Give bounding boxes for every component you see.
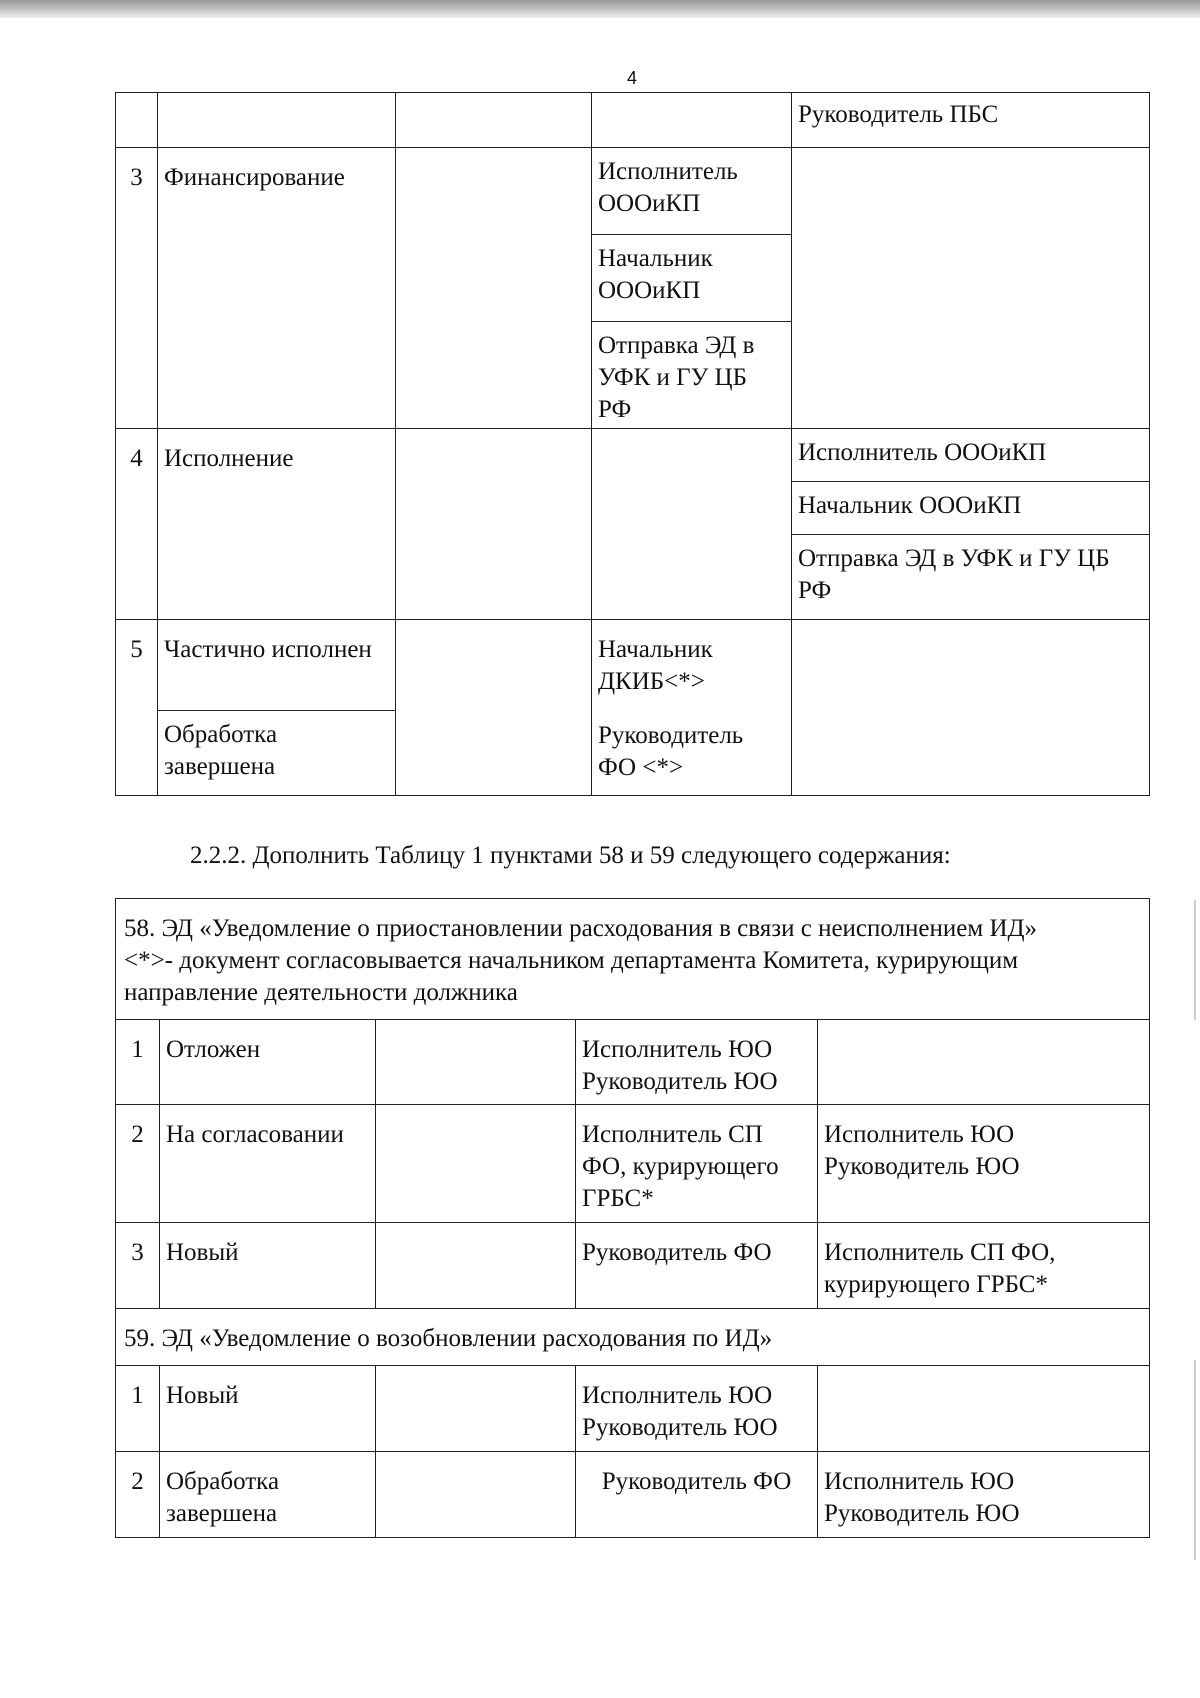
section-58-title: 58. ЭД «Уведомление о приостановлении расходования в связи с неисполнением ИД»	[124, 915, 1038, 942]
row-number: 4	[116, 429, 158, 620]
status-cell: Финансирование	[158, 148, 396, 429]
cell-entry: Обработка завершена	[158, 710, 395, 795]
page-number: 4	[626, 68, 637, 88]
section-header-row	[116, 1309, 1150, 1366]
table-cell	[376, 1020, 576, 1105]
scan-shadow	[0, 0, 1200, 18]
table-cell	[376, 1223, 576, 1309]
cell-entry: Начальник ОООиКП	[792, 481, 1149, 534]
table-addition	[115, 898, 1150, 1538]
table-cell: Исполнитель ЮО Руководитель ЮО	[576, 1020, 818, 1105]
section-header-row	[116, 899, 1150, 1020]
status-cell: На согласовании	[160, 1105, 376, 1223]
row-number: 1	[116, 1366, 160, 1452]
row-number: 5	[116, 620, 158, 796]
table-cell	[792, 429, 1150, 620]
table-cell	[592, 429, 792, 620]
table-cell: Руководитель ФО	[576, 1452, 818, 1538]
scan-edge-mark	[1194, 900, 1196, 1020]
section-58-header	[116, 899, 1150, 1020]
status-cell	[158, 620, 396, 796]
table-continuation	[115, 92, 1150, 796]
table-cell	[818, 1020, 1150, 1105]
table-row	[116, 1223, 1150, 1309]
status-cell: Новый	[160, 1223, 376, 1309]
row-number: 1	[116, 1020, 160, 1105]
table-cell	[818, 1366, 1150, 1452]
table-cell	[592, 148, 792, 429]
status-cell: Обработка завершена	[160, 1452, 376, 1538]
table-cell	[396, 93, 592, 148]
table-row	[116, 1452, 1150, 1538]
table-cell	[158, 93, 396, 148]
table-cell: Руководитель ПБС	[792, 93, 1150, 148]
table-cell	[376, 1452, 576, 1538]
cell-entry: Руководитель ФО <*>	[598, 722, 744, 781]
cell-entry: Отправка ЭД в УФК и ГУ ЦБ РФ	[792, 534, 1149, 619]
amendment-paragraph: 2.2.2. Дополнить Таблицу 1 пунктами 58 и 59 следующего содержания:	[190, 842, 951, 869]
table-row	[116, 1020, 1150, 1105]
section-58-note: <*>- документ согласовывается начальником департамента Комитета, курирующим направление деятельности должника	[124, 947, 1019, 1006]
cell-entry: Начальник ОООиКП	[592, 234, 791, 321]
table-cell	[592, 93, 792, 148]
status-cell: Исполнение	[158, 429, 396, 620]
table-row	[116, 1105, 1150, 1223]
table-cell: Руководитель ФО	[576, 1223, 818, 1309]
table-cell	[376, 1105, 576, 1223]
cell-entry: Исполнитель ОООиКП	[798, 439, 1047, 466]
cell-entry: Частично исполнен	[164, 636, 372, 663]
row-number: 2	[116, 1452, 160, 1538]
table-row	[116, 429, 1150, 620]
table-row	[116, 1366, 1150, 1452]
table-cell	[592, 620, 792, 796]
table-cell: Исполнитель ЮО Руководитель ЮО	[818, 1105, 1150, 1223]
section-59-title: 59. ЭД «Уведомление о возобновлении расходования по ИД»	[116, 1309, 1150, 1366]
table-cell: Исполнитель ЮО Руководитель ЮО	[576, 1366, 818, 1452]
row-number: 3	[116, 148, 158, 429]
table-cell	[396, 429, 592, 620]
table-cell	[396, 148, 592, 429]
table-cell: Исполнитель ЮО Руководитель ЮО	[818, 1452, 1150, 1538]
cell-entry: Исполнитель ОООиКП	[598, 158, 738, 217]
cell-entry: Начальник ДКИБ<*>	[598, 636, 713, 695]
row-number: 2	[116, 1105, 160, 1223]
table-cell	[792, 148, 1150, 429]
scan-edge-mark	[1194, 1360, 1196, 1560]
table-row	[116, 620, 1150, 796]
table-cell: Исполнитель СП ФО, курирующего ГРБС*	[576, 1105, 818, 1223]
table-cell: Исполнитель СП ФО, курирующего ГРБС*	[818, 1223, 1150, 1309]
table-cell	[376, 1366, 576, 1452]
table-row	[116, 93, 1150, 148]
status-cell: Отложен	[160, 1020, 376, 1105]
status-cell: Новый	[160, 1366, 376, 1452]
table-cell	[116, 93, 158, 148]
table-cell	[396, 620, 592, 796]
row-number: 3	[116, 1223, 160, 1309]
table-cell	[792, 620, 1150, 796]
cell-entry: Отправка ЭД в УФК и ГУ ЦБ РФ	[592, 321, 791, 428]
table-row	[116, 148, 1150, 429]
